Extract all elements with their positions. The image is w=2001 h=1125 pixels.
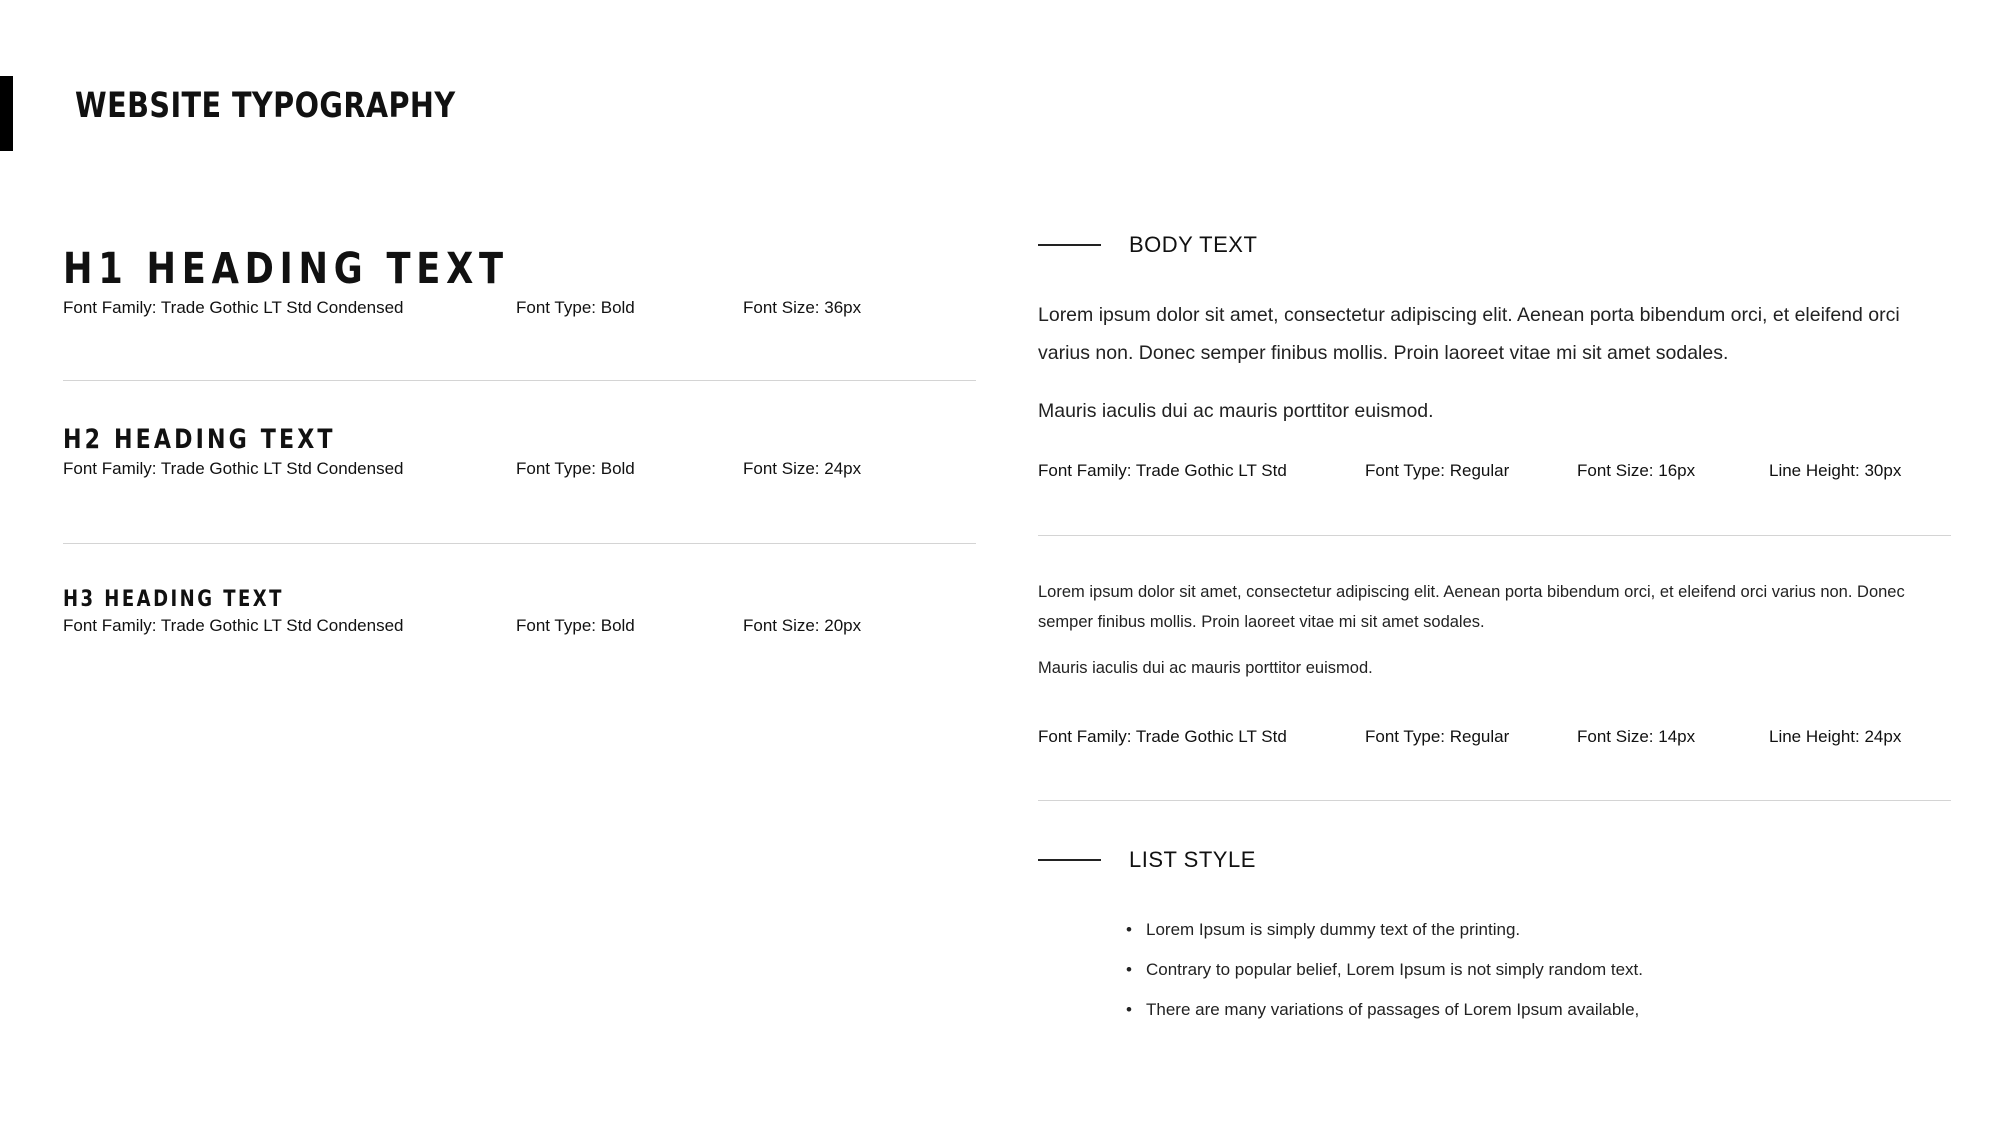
body-large-paragraph-1: Lorem ipsum dolor sit amet, consectetur adipiscing elit. Aenean porta bibendum orci, et eleifend orci varius non. Donec semper finibus mollis. Proin laoreet vitae mi sit amet sodales. xyxy=(1038,304,1900,364)
sample-list xyxy=(1126,910,1643,1030)
bullet-icon: • xyxy=(1126,1000,1132,1019)
body-small-font-family: Font Family: Trade Gothic LT Std xyxy=(1038,727,1287,746)
section-rule xyxy=(1038,859,1101,861)
body-large-paragraph-2: Mauris iaculis dui ac mauris porttitor euismod. xyxy=(1038,400,1434,422)
section-rule xyxy=(1038,244,1101,246)
h3-spec-row xyxy=(63,616,975,640)
h3-font-size: Font Size: 20px xyxy=(743,616,862,635)
list-item-text: Lorem Ipsum is simply dummy text of the printing. xyxy=(1146,920,1521,939)
divider xyxy=(1038,800,1951,801)
body-small-font-type: Font Type: Regular xyxy=(1365,727,1510,746)
h3-sample-heading: H3 HEADING TEXT xyxy=(63,587,284,612)
body-large-line-height: Line Height: 30px xyxy=(1769,461,1902,480)
list-style-section-header xyxy=(1038,847,1256,873)
body-text-section-header xyxy=(1038,232,1257,258)
body-small-line-height: Line Height: 24px xyxy=(1769,727,1902,746)
h2-spec-row xyxy=(63,459,975,483)
h2-font-type: Font Type: Bold xyxy=(516,459,635,478)
list-item xyxy=(1126,950,1643,990)
h1-font-family: Font Family: Trade Gothic LT Std Condensed xyxy=(63,298,404,317)
divider xyxy=(1038,535,1951,536)
body-large-font-family: Font Family: Trade Gothic LT Std xyxy=(1038,461,1287,480)
list-item-text: Contrary to popular belief, Lorem Ipsum is not simply random text. xyxy=(1146,960,1643,979)
body-large-spec-row xyxy=(1038,461,1938,485)
divider xyxy=(63,543,976,544)
h3-font-type: Font Type: Bold xyxy=(516,616,635,635)
body-small-paragraph-2: Mauris iaculis dui ac mauris porttitor euismod. xyxy=(1038,659,1373,677)
list-item xyxy=(1126,910,1643,950)
h2-font-size: Font Size: 24px xyxy=(743,459,862,478)
page-title: WEBSITE TYPOGRAPHY xyxy=(75,86,456,126)
h2-sample-heading: H2 HEADING TEXT xyxy=(63,424,336,455)
h2-font-family: Font Family: Trade Gothic LT Std Condensed xyxy=(63,459,404,478)
h1-font-size: Font Size: 36px xyxy=(743,298,862,317)
h3-font-family: Font Family: Trade Gothic LT Std Condensed xyxy=(63,616,404,635)
h1-sample-heading: H1 HEADING TEXT xyxy=(63,244,509,294)
h2-sample-block xyxy=(63,424,975,483)
h1-sample-block xyxy=(63,244,975,322)
bullet-icon: • xyxy=(1126,920,1132,939)
body-small-paragraph-1: Lorem ipsum dolor sit amet, consectetur adipiscing elit. Aenean porta bibendum orci, et eleifend orci varius non. Donec semper finibus mollis. Proin laoreet vitae mi sit amet sodales. xyxy=(1038,583,1905,631)
body-text-label: BODY TEXT xyxy=(1129,232,1258,257)
body-large-font-size: Font Size: 16px xyxy=(1577,461,1696,480)
list-item xyxy=(1126,990,1643,1030)
body-large-font-type: Font Type: Regular xyxy=(1365,461,1510,480)
h3-sample-block xyxy=(63,587,975,640)
list-style-label: LIST STYLE xyxy=(1129,847,1256,872)
accent-bar xyxy=(0,76,13,151)
body-small-font-size: Font Size: 14px xyxy=(1577,727,1696,746)
h1-spec-row xyxy=(63,298,975,322)
divider xyxy=(63,380,976,381)
bullet-icon: • xyxy=(1126,960,1132,979)
h1-font-type: Font Type: Bold xyxy=(516,298,635,317)
list-item-text: There are many variations of passages of Lorem Ipsum available, xyxy=(1146,1000,1640,1019)
body-small-spec-row xyxy=(1038,727,1938,751)
